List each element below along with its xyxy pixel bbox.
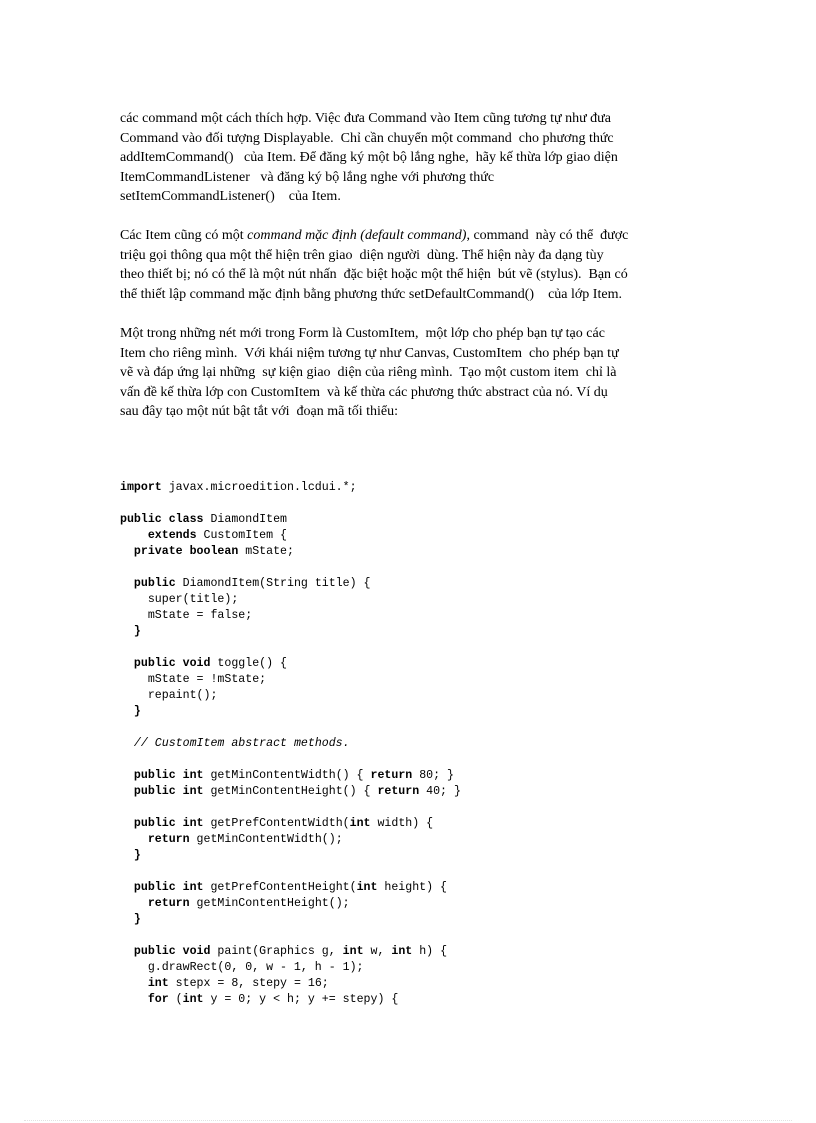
- code-line: public DiamondItem(String title) {: [133, 577, 371, 590]
- code-line: return getMinContentWidth();: [147, 833, 343, 846]
- code-line: return getMinContentHeight();: [147, 897, 350, 910]
- italic-term: command mặc định (default command): [247, 228, 467, 243]
- code-line: }: [120, 625, 141, 638]
- text-line: thể thiết lập command mặc định bằng phương thức setDefaultCommand() của lớp Item.: [120, 286, 622, 302]
- code-line: public int getMinContentWidth() { return 80; }: [133, 769, 454, 782]
- page-bottom-divider: [24, 1120, 792, 1121]
- code-line: import javax.microedition.lcdui.*;: [120, 481, 357, 494]
- paragraph-item-commands: [120, 109, 700, 207]
- code-line: public int getMinContentHeight() { return 40; }: [133, 785, 461, 798]
- text-line: các command một cách thích hợp. Việc đưa Command vào Item cũng tương tự như đưa: [120, 111, 611, 126]
- code-line: super(title);: [120, 593, 239, 606]
- code-line: repaint();: [120, 689, 218, 702]
- text-line: theo thiết bị; nó có thể là một nút nhấn đặc biệt hoặc một thể hiện bút vẽ (stylus). Bạn có: [120, 267, 628, 283]
- text-line: setItemCommandListener() của Item.: [120, 189, 341, 205]
- code-comment-line: // CustomItem abstract methods.: [133, 737, 350, 750]
- text-line: vẽ và đáp ứng lại những sự kiện giao diện của riêng mình. Tạo một custom item chỉ là: [120, 365, 617, 381]
- code-line: int stepx = 8, stepy = 16;: [147, 977, 329, 990]
- text-line: Một trong những nét mới trong Form là CustomItem, một lớp cho phép bạn tự tạo các: [120, 326, 605, 341]
- code-line: }: [120, 705, 141, 718]
- code-line: }: [120, 913, 141, 926]
- text-line: triệu gọi thông qua một thể hiện trên giao diện người dùng. Thể hiện này đa dạng tùy: [120, 247, 604, 263]
- code-line: public class DiamondItem: [120, 513, 287, 526]
- text-segment: Các Item cũng có một: [120, 228, 248, 243]
- text-line: vấn đề kế thừa lớp con CustomItem và kế thừa các phương thức abstract của nó. Ví dụ: [120, 384, 608, 400]
- code-blank-line: [120, 496, 720, 512]
- code-blank-line: [120, 640, 720, 656]
- code-blank-line: [120, 720, 720, 736]
- text-line: [120, 226, 700, 246]
- paragraph-default-command: [120, 226, 700, 304]
- text-line: addItemCommand() của Item. Để đăng ký một bộ lắng nghe, hãy kế thừa lớp giao diện: [120, 150, 618, 166]
- paragraph-custom-item: [120, 324, 700, 422]
- code-line: g.drawRect(0, 0, w - 1, h - 1);: [120, 961, 364, 974]
- code-blank-line: [120, 864, 720, 880]
- code-blank-line: [120, 800, 720, 816]
- text-segment: , command này có thể được: [466, 228, 629, 243]
- text-line: sau đây tạo một nút bật tắt với đoạn mã tối thiểu:: [120, 404, 399, 420]
- code-line: public int getPrefContentHeight(int height) {: [133, 881, 448, 894]
- code-line: mState = !mState;: [120, 673, 267, 686]
- code-line: for (int y = 0; y < h; y += stepy) {: [147, 993, 399, 1006]
- code-line: private boolean mState;: [133, 545, 294, 558]
- text-line: Item cho riêng mình. Với khái niệm tương tự như Canvas, CustomItem cho phép bạn tự: [120, 345, 619, 361]
- code-line: public void toggle() {: [133, 657, 287, 670]
- code-line: mState = false;: [120, 609, 253, 622]
- code-blank-line: [120, 752, 720, 768]
- code-line: public int getPrefContentWidth(int width) {: [133, 817, 434, 830]
- code-listing: [120, 480, 720, 1008]
- code-line: extends CustomItem {: [147, 529, 287, 542]
- code-blank-line: [120, 928, 720, 944]
- code-line: public void paint(Graphics g, int w, int h) {: [133, 945, 448, 958]
- code-line: }: [120, 849, 141, 862]
- text-line: Command vào đối tượng Displayable. Chỉ cần chuyển một command cho phương thức: [120, 130, 614, 146]
- text-line: ItemCommandListener và đăng ký bộ lắng nghe với phương thức: [120, 169, 495, 185]
- code-blank-line: [120, 560, 720, 576]
